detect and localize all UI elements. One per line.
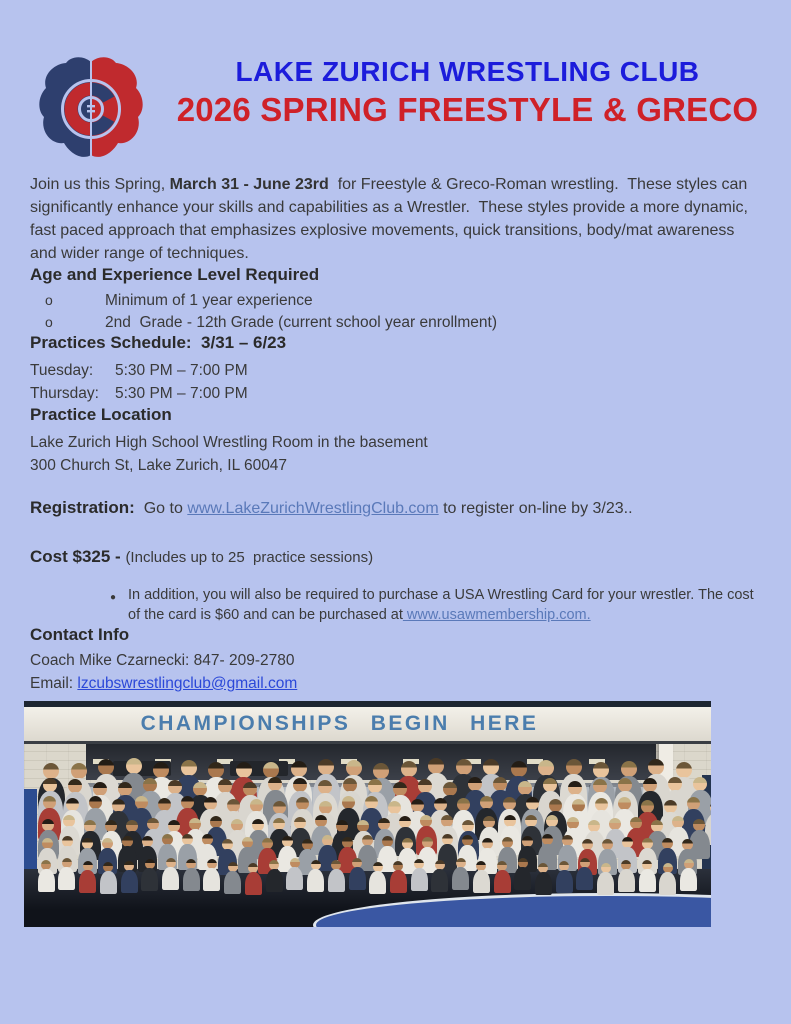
team-photo-crowd: [24, 701, 711, 927]
schedule-table: [30, 360, 765, 405]
location-venue: Lake Zurich High School Wrestling Room in the basement: [30, 434, 428, 452]
coach-phone: Coach Mike Czarnecki: 847- 209-2780: [30, 652, 295, 670]
location-lines: [30, 431, 765, 477]
age-heading: Age and Experience Level Required: [30, 265, 320, 285]
title-block: [152, 54, 783, 160]
usa-card-bullet: [30, 585, 765, 625]
usa-card-text: In addition, you will also be required to purchase a USA Wrestling Card for your wrestler. The cost of the card is $60 and can be purchased at: [128, 587, 754, 624]
registration-line: Registration: Go to www.LakeZurichWrestlingClub.com to register on-line by 3/23..: [30, 498, 633, 518]
schedule-row: [30, 383, 765, 406]
location-heading: Practice Location: [30, 405, 172, 425]
o-bullet-icon: o: [45, 313, 53, 330]
contact-lines: [30, 650, 765, 695]
email-label: Email:: [30, 674, 78, 692]
email-line: [30, 673, 765, 696]
o-bullet-icon: o: [45, 292, 53, 309]
intro-paragraph: Join us this Spring, March 31 - June 23rd for Freestyle & Greco-Roman wrestling. These styles can significantly enhance your skills and capabilities as a Wrestler. These styles provide a more dynamic, fast paced approach that emphasizes explosive movements, quick transitions, body/mat awareness and wider range of techniques.: [30, 176, 753, 263]
registration-website-link[interactable]: www.LakeZurichWrestlingClub.com: [187, 500, 439, 518]
cost-label: Cost $325 -: [30, 547, 126, 567]
schedule-day: Thursday:: [30, 384, 99, 402]
team-photo: [24, 701, 711, 927]
list-item: o 2nd Grade - 12th Grade (current school year enrollment): [30, 312, 765, 334]
schedule-row: [30, 360, 765, 383]
logo-c-monogram-mark: [87, 105, 95, 107]
dot-bullet-icon: ●: [110, 592, 117, 604]
list-item: o Minimum of 1 year experience: [30, 290, 765, 312]
schedule-time: 5:30 PM – 7:00 PM: [115, 362, 248, 380]
contact-heading: Contact Info: [30, 625, 130, 645]
email-link[interactable]: lzcubswrestlingclub@gmail.com: [77, 674, 298, 692]
club-logo: [30, 54, 152, 160]
banner-text: CHAMPIONSHIPS BEGIN HERE: [140, 712, 539, 736]
schedule-time: 5:30 PM – 7:00 PM: [115, 384, 248, 402]
schedule-day: Tuesday:: [30, 362, 94, 380]
age-requirements-list: [30, 290, 765, 333]
location-address: 300 Church St, Lake Zurich, IL 60047: [30, 457, 288, 475]
club-title: LAKE ZURICH WRESTLING CLUB: [235, 56, 700, 87]
schedule-heading: Practices Schedule: 3/31 – 6/23: [30, 333, 287, 353]
cost-line: [30, 546, 765, 569]
season-title: 2026 SPRING FREESTYLE & GRECO: [176, 90, 759, 128]
cost-note: (Includes up to 25 practice sessions): [125, 549, 374, 567]
flyer-header: [30, 54, 783, 160]
usaw-membership-link[interactable]: www.usawmembership.com.: [402, 607, 591, 624]
session-dates: March 31 - June 23rd: [169, 176, 329, 193]
flyer-body: [0, 173, 791, 927]
registration-label: Registration:: [30, 498, 135, 518]
